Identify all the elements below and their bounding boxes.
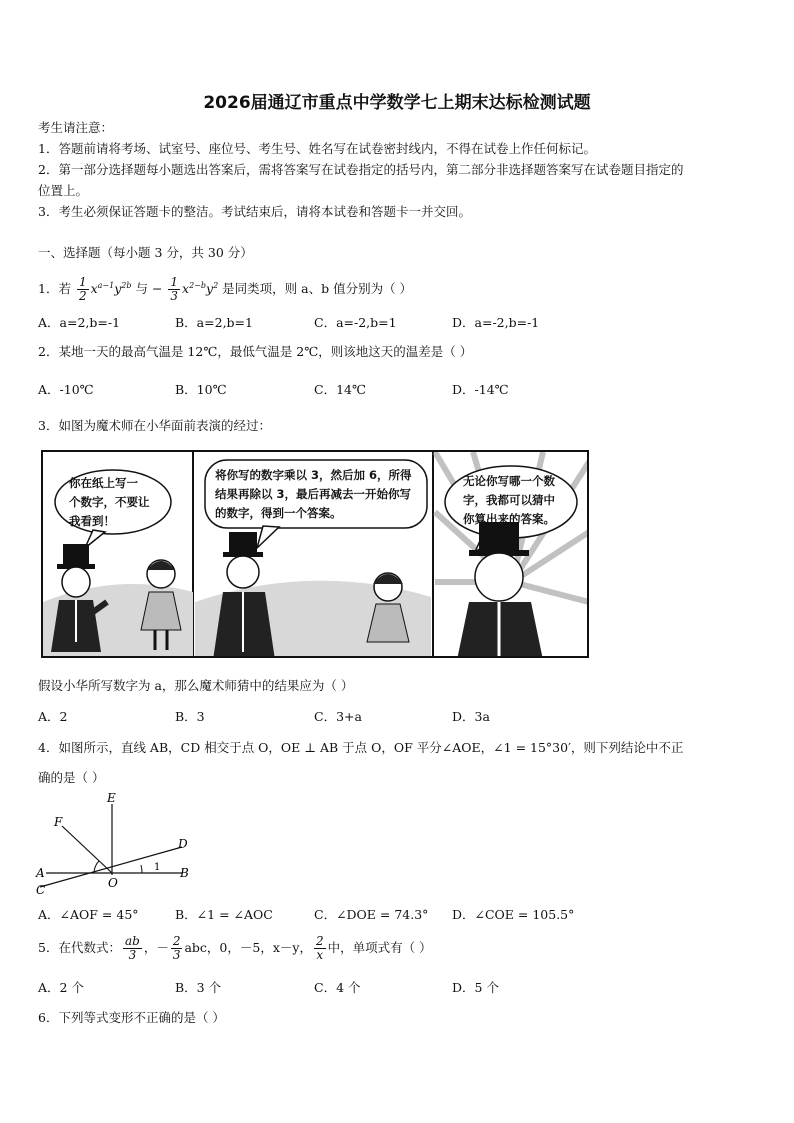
option-a: A．2 个 bbox=[38, 980, 84, 995]
question-6: 6．下列等式变形不正确的是（ ） bbox=[38, 1010, 225, 1025]
comic-bubble-3: 无论你写哪一个数 字，我都可以猜中 你算出来的答案。 bbox=[463, 474, 555, 526]
question-5: 5．在代数式： $\frac{ab}{3}$ ，－ $\frac{2}{3}$ abc，0，－5，x－y， $\frac{2}{x}$ 中，单项式有（ ） bbox=[38, 934, 432, 962]
option-b: B．3 个 bbox=[175, 980, 222, 995]
option-b: B．∠1 = ∠AOC bbox=[175, 907, 273, 922]
option-d: D．a=-2,b=-1 bbox=[452, 315, 540, 330]
notice-heading: 考生请注意： bbox=[38, 120, 114, 135]
option-c: C．14℃ bbox=[314, 382, 366, 397]
label-a: A bbox=[36, 866, 45, 880]
notice-item: 位置上。 bbox=[38, 183, 89, 198]
option-d: D．-14℃ bbox=[452, 382, 509, 397]
option-c: C．a=-2,b=1 bbox=[314, 315, 397, 330]
option-a: A．-10℃ bbox=[38, 382, 94, 397]
option-d: D．∠COE = 105.5° bbox=[452, 907, 575, 922]
fraction: $\frac{ab}{3}$ bbox=[124, 934, 140, 962]
option-a: A．2 bbox=[38, 709, 68, 724]
label-e: E bbox=[107, 791, 116, 805]
label-d: D bbox=[178, 837, 188, 851]
question-3: 3．如图为魔术师在小华面前表演的经过： bbox=[38, 418, 271, 433]
option-d: D．3a bbox=[452, 709, 490, 724]
notice-item: 1．答题前请将考场、试室号、座位号、考生号、姓名写在试卷密封线内，不得在试卷上作任何标记。 bbox=[38, 141, 596, 156]
label-b: B bbox=[180, 866, 189, 880]
label-f: F bbox=[54, 815, 63, 829]
page-title: 2026届通辽市重点中学数学七上期末达标检测试题 bbox=[203, 93, 591, 113]
q1-suffix: 是同类项，则 a、b 值分别为（ ） bbox=[222, 281, 413, 297]
notice-item: 2．第一部分选择题每小题选出答案后，需将答案写在试卷指定的括号内，第二部分非选择题答案写在试卷题目指定的 bbox=[38, 162, 684, 177]
option-b: B．10℃ bbox=[175, 382, 227, 397]
fraction: $\frac{2}{x}$ bbox=[315, 934, 324, 962]
section-heading: 一、选择题（每小题 3 分，共 30 分） bbox=[38, 245, 253, 260]
q1-prefix: 1．若 bbox=[38, 281, 71, 297]
notice-item: 3．考生必须保证答题卡的整洁。考试结束后，请将本试卷和答题卡一并交回。 bbox=[38, 204, 471, 219]
option-c: C．∠DOE = 74.3° bbox=[314, 907, 429, 922]
fraction: $\frac{1}{2}$ bbox=[78, 275, 87, 304]
question-2: 2．某地一天的最高气温是 12℃，最低气温是 2℃，则该地这天的温差是（ ） bbox=[38, 344, 473, 359]
geometry-figure bbox=[32, 790, 202, 898]
option-c: C．3+a bbox=[314, 709, 362, 724]
option-a: A．a=2,b=-1 bbox=[38, 315, 121, 330]
question-4-cont: 确的是（ ） bbox=[38, 770, 105, 785]
question-4: 4．如图所示，直线 AB，CD 相交于点 O，OE ⊥ AB 于点 O，OF 平分∠AOE，∠1 = 15°30′，则下列结论中不正 bbox=[38, 740, 684, 755]
option-b: B．a=2,b=1 bbox=[175, 315, 253, 330]
option-b: B．3 bbox=[175, 709, 205, 724]
comic-bubble-1: 你在纸上写一 个数字，不要让 我看到！ bbox=[69, 476, 150, 528]
question-3-followup: 假设小华所写数字为 a，那么魔术师猜中的结果应为（ ） bbox=[38, 678, 354, 693]
comic-strip bbox=[41, 450, 589, 658]
option-c: C．4 个 bbox=[314, 980, 361, 995]
comic-bubble-2: 将你写的数字乘以 3，然后加 6，所得 结果再除以 3，最后再减去一开始你写 的数字，得到一个答案。 bbox=[215, 468, 412, 520]
fraction: $\frac{1}{3}$ bbox=[170, 275, 179, 304]
fraction: $\frac{2}{3}$ bbox=[172, 934, 181, 962]
option-d: D．5 个 bbox=[452, 980, 499, 995]
option-a: A．∠AOF = 45° bbox=[38, 907, 139, 922]
label-o: O bbox=[108, 876, 118, 890]
label-angle-1: 1 bbox=[154, 862, 161, 873]
label-c: C bbox=[36, 883, 46, 897]
question-1: 1．若 $\frac{1}{2}$ $x^{a-1}y^{2b}$ 与 − $\frac{1}{3}$ $x^{2-b}y^2$ 是同类项，则 a、b 值分别为（ ） bbox=[38, 275, 413, 304]
